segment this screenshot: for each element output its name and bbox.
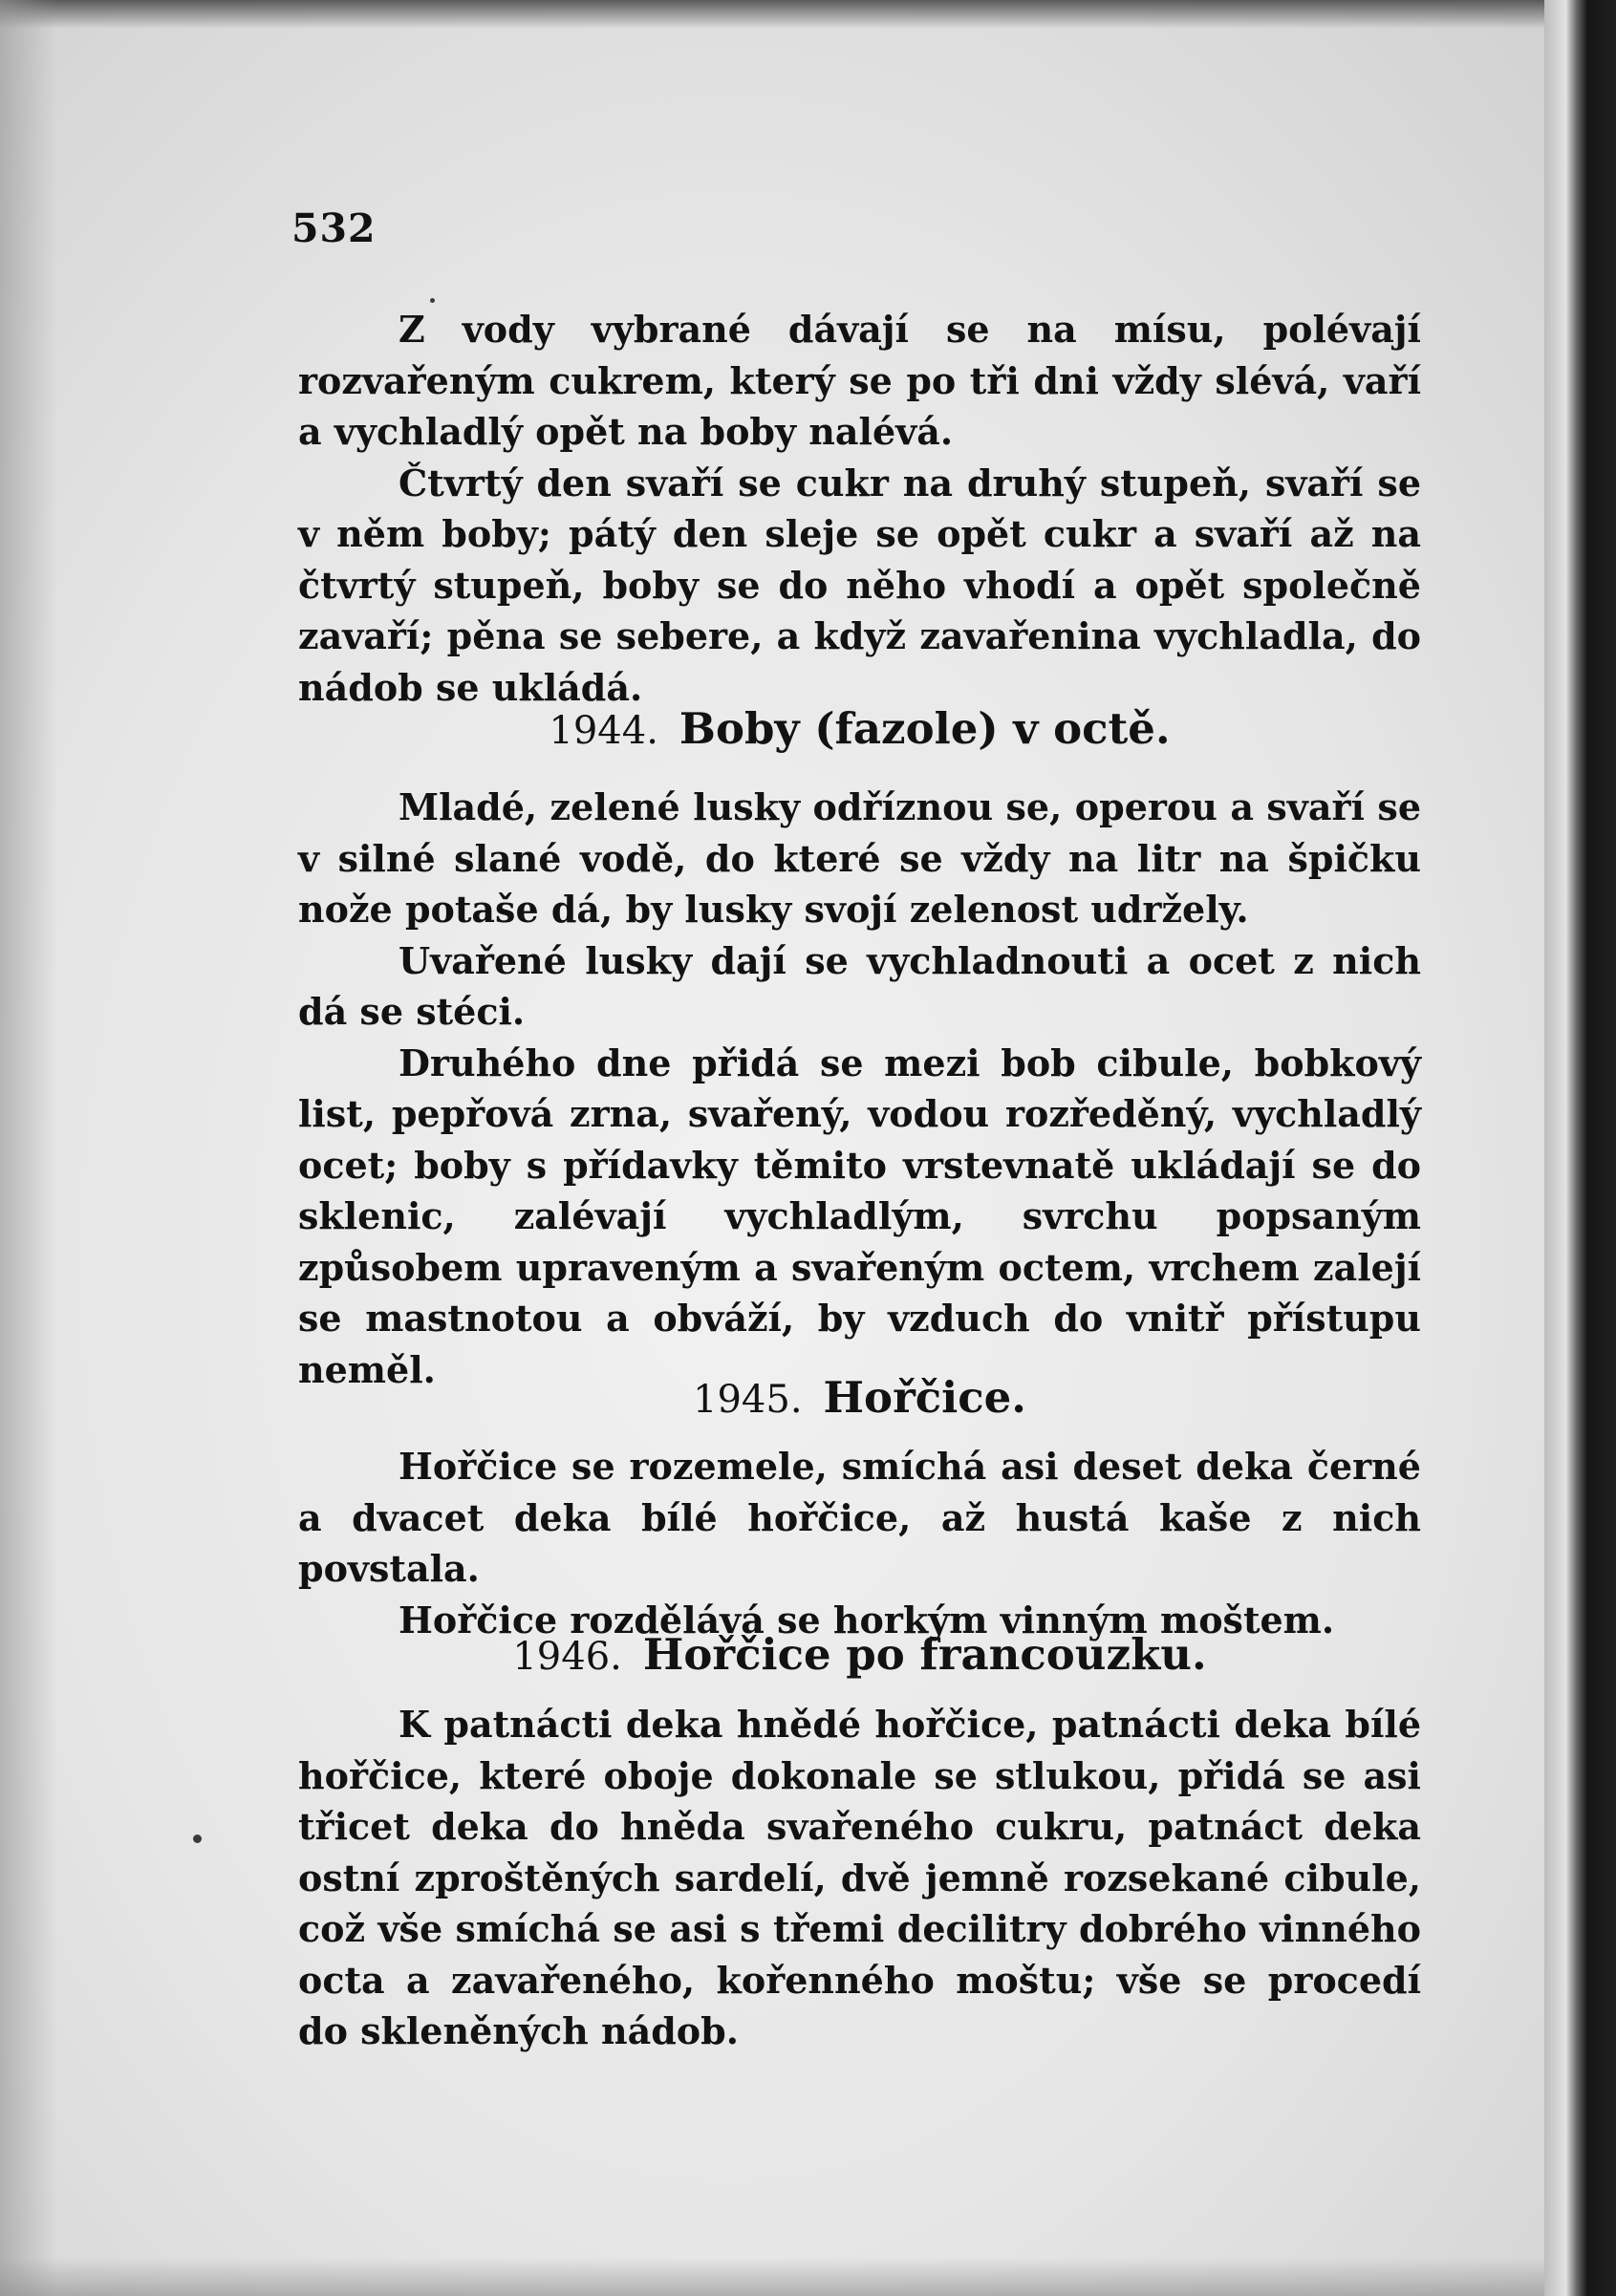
- recipe-text: [298, 1441, 1421, 1645]
- recipe-heading: [298, 703, 1421, 754]
- recipe-heading: [298, 1629, 1421, 1680]
- scan-edge-left: [0, 0, 57, 2296]
- paragraph: Mladé, zelené lusky odříznou se, operou a svaří se v silné slané vodě, do které se vždy na litr na špičku nože potaše dá, by lusky svojí zelenost udržely.: [298, 785, 1421, 931]
- recipe-title: Hořčice.: [823, 1372, 1026, 1423]
- recipe-title: Boby (fazole) v octě.: [679, 703, 1171, 754]
- recipe-number: 1946.: [512, 1635, 622, 1679]
- scan-edge-top: [0, 0, 1616, 29]
- paragraph: Hořčice se rozemele, smíchá asi deset deka černé a dvacet deka bílé hořčice, až hustá kaše z nich povstala.: [298, 1445, 1421, 1590]
- intro-text: [298, 304, 1421, 713]
- recipe-heading: [298, 1372, 1421, 1423]
- page-number: 532: [291, 205, 377, 251]
- recipe-text: [298, 782, 1421, 1395]
- recipe-text: [298, 1699, 1421, 2057]
- recipe-title: Hořčice po francouzku.: [642, 1629, 1207, 1680]
- recipe-number: 1944.: [549, 709, 658, 753]
- paragraph: Čtvrtý den svaří se cukr na druhý stupeň, svaří se v něm boby; pátý den sleje se opět cukr a svaří až na čtvrtý stupeň, boby se do něho vhodí a opět společně zavaří; pěna se sebere, a když zavařenina vychladla, do nádob se ukládá.: [298, 461, 1421, 709]
- scan-edge-bottom: [0, 2258, 1616, 2296]
- recipe-number: 1945.: [693, 1378, 803, 1422]
- ink-speck: [430, 298, 435, 303]
- paragraph: Druhého dne přidá se mezi bob cibule, bobkový list, pepřová zrna, svařený, vodou rozředěný, vychladlý ocet; boby s přídavky těmito vrstevnatě ukládají se do sklenic, zalévají vychladlým, svrchu popsaným způsobem upraveným a svařeným octem, vrchem zalejí se mastnotou a obváží, by vzduch do vnitř přístupu neměl.: [298, 1041, 1421, 1391]
- paragraph: Hořčice rozdělává se horkým vinným moštem.: [399, 1598, 1335, 1642]
- scan-edge-right: [1544, 0, 1616, 2296]
- paragraph: Z vody vybrané dávají se na mísu, polévají rozvařeným cukrem, který se po tři dni vždy slévá, vaří a vychladlý opět na boby nalévá.: [298, 308, 1421, 453]
- ink-speck: [193, 1835, 202, 1843]
- paragraph: K patnácti deka hnědé hořčice, patnácti deka bílé hořčice, které oboje dokonale se stlukou, přidá se asi třicet deka do hněda svařeného cukru, patnáct deka ostní zproštěných sardelí, dvě jemně rozsekané cibule, což vše smíchá se asi s třemi decilitry dobrého vinného octa a zavařeného, kořenného moštu; vše se procedí do skleněných nádob.: [298, 1703, 1421, 2052]
- paragraph: Uvařené lusky dají se vychladnouti a ocet z nich dá se stéci.: [298, 938, 1421, 1033]
